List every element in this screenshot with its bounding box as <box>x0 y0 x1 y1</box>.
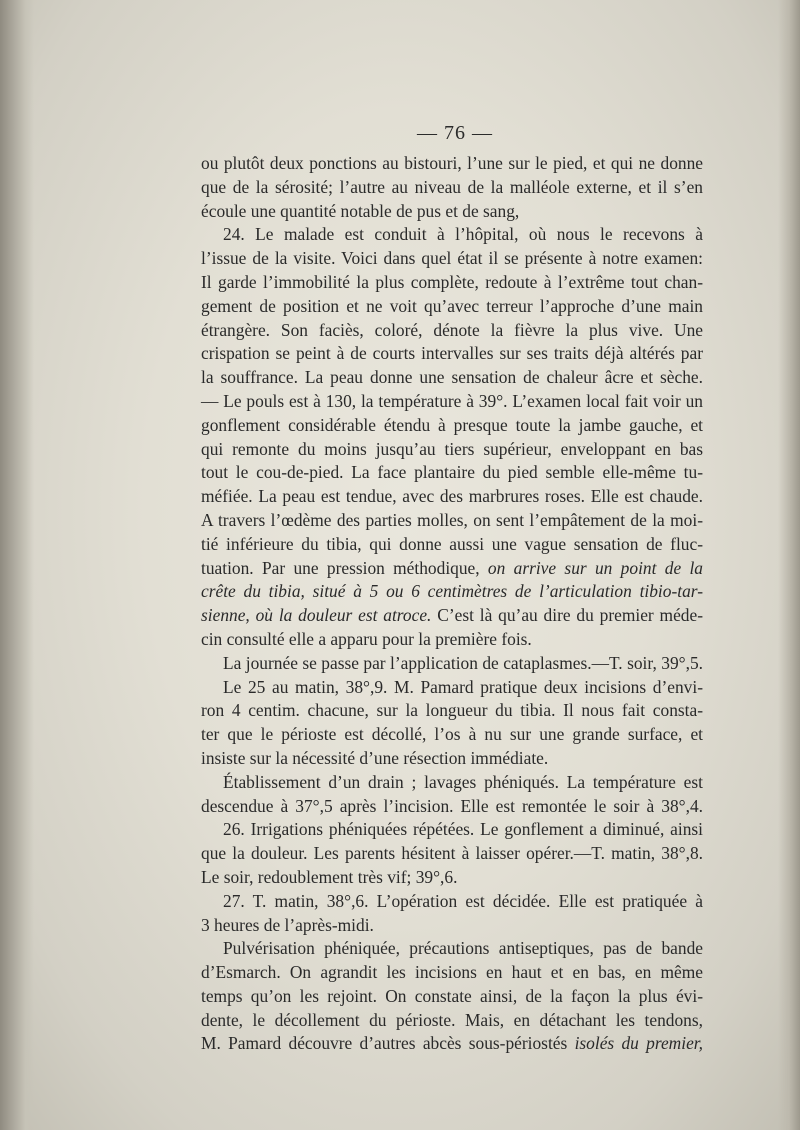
text-line: l’issue de la visite. Voici dans quel état il se présente à notre examen: <box>201 248 703 269</box>
text-line: tout le cou-de-pied. La face plantaire du pied semble elle-même tu- <box>201 462 703 483</box>
text-line: méfiée. La peau est tendue, avec des marbrures roses. Elle est chaude. <box>201 486 703 507</box>
text-line: gement de position et ne voit qu’avec terreur l’approche d’une main <box>201 295 703 316</box>
text-line: dente, le décollement du périoste. Mais, en détachant les tendons, <box>201 1009 703 1030</box>
text-line: qui remonte du moins jusqu’au tiers supérieur, enveloppant en bas <box>201 438 703 459</box>
text-line: Le 25 au matin, 38°,9. M. Pamard pratique deux incisions d’envi- <box>223 676 703 697</box>
text-line: Pulvérisation phéniquée, précautions antiseptiques, pas de bande <box>223 938 703 959</box>
text-line: gonflement considérable étendu à presque toute la jambe gauche, et <box>201 414 703 435</box>
text-line: 27. T. matin, 38°,6. L’opération est décidée. Elle est pratiquée à <box>223 890 703 911</box>
text-line: que de la sérosité; l’autre au niveau de la malléole externe, et il s’en <box>201 176 703 197</box>
text-line: étrangère. Son faciès, coloré, dénote la fièvre la plus vive. Une <box>201 319 703 340</box>
text-line: sienne, où la douleur est atroce. C’est là qu’au dire du premier méde- <box>201 605 703 626</box>
text-line: crispation se peint à de courts intervalles sur ses traits déjà altérés par <box>201 343 703 364</box>
text-line: M. Pamard découvre d’autres abcès sous-périostés isolés du premier, <box>201 1033 703 1054</box>
text-line: 26. Irrigations phéniquées répétées. Le gonflement a diminué, ainsi <box>223 819 703 840</box>
body-text <box>201 152 703 1056</box>
text-line: 3 heures de l’après-midi. <box>201 914 374 935</box>
text-line: Établissement d’un drain ; lavages phéniqués. La température est <box>223 771 703 792</box>
text-line: Le soir, redoublement très vif; 39°,6. <box>201 866 458 887</box>
text-line: A travers l’œdème des parties molles, on sent l’empâtement de la moi- <box>201 509 703 530</box>
text-line: écoule une quantité notable de pus et de sang, <box>201 200 520 221</box>
page-number: — 76 — <box>417 122 493 144</box>
text-line: cin consulté elle a apparu pour la première fois. <box>201 628 532 649</box>
text-line: crête du tibia, situé à 5 ou 6 centimètres de l’articulation tibio-tar- <box>201 581 703 602</box>
text-line: — Le pouls est à 130, la température à 39°. L’examen local fait voir un <box>201 390 703 411</box>
page-outer-edge <box>778 0 800 1130</box>
text-line: d’Esmarch. On agrandit les incisions en haut et en bas, en même <box>201 962 703 983</box>
text-line: Il garde l’immobilité la plus complète, redoute à l’extrême tout chan- <box>201 271 703 292</box>
text-line: ter que le périoste est décollé, l’os à nu sur une grande surface, et <box>201 724 703 745</box>
text-line: 24. Le malade est conduit à l’hôpital, où nous le recevons à <box>223 224 703 245</box>
text-line: ou plutôt deux ponctions au bistouri, l’une sur le pied, et qui ne donne <box>201 153 703 173</box>
text-line: ron 4 centim. chacune, sur la longueur du tibia. Il nous fait consta- <box>201 700 703 721</box>
text-line: tié inférieure du tibia, qui donne aussi une vague sensation de fluc- <box>201 533 703 554</box>
text-line: descendue à 37°,5 après l’incision. Elle est remontée le soir à 38°,4. <box>201 795 703 816</box>
page-binding-edge <box>0 0 34 1130</box>
text-line: que la douleur. Les parents hésitent à laisser opérer.—T. matin, 38°,8. <box>201 843 703 864</box>
text-line: temps qu’on les rejoint. On constate ainsi, de la façon la plus évi- <box>201 985 703 1006</box>
text-line: la souffrance. La peau donne une sensation de chaleur âcre et sèche. <box>201 367 703 388</box>
text-line: tuation. Par une pression méthodique, on arrive sur un point de la <box>201 557 703 578</box>
text-line: insiste sur la nécessité d’une résection immédiate. <box>201 747 549 768</box>
text-line: La journée se passe par l’application de cataplasmes.—T. soir, 39°,5. <box>223 652 703 673</box>
